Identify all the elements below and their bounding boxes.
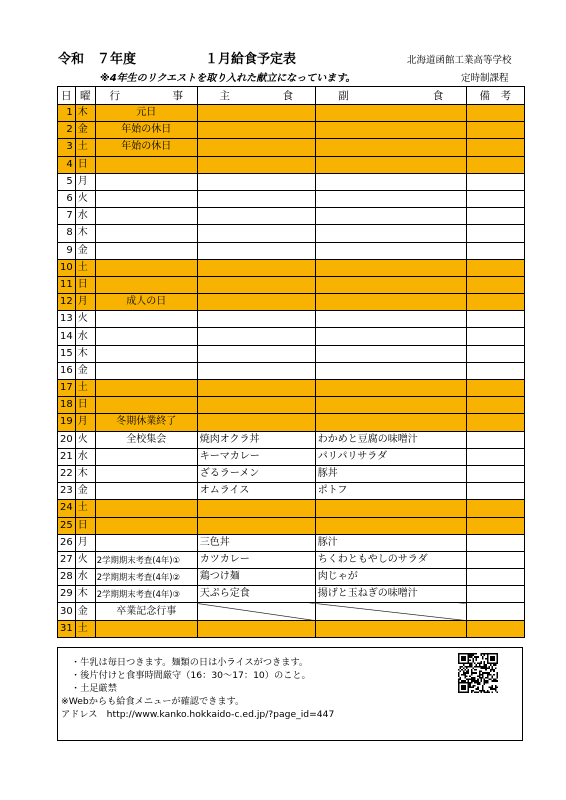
table-row <box>58 345 525 362</box>
note-cell <box>466 362 524 379</box>
note-cell <box>466 551 524 568</box>
staple-cell <box>197 620 315 637</box>
note-cell <box>466 534 524 551</box>
weekday-cell: 水 <box>75 208 95 225</box>
note-cell <box>466 620 524 637</box>
side-cell: 豚汁 <box>315 534 466 551</box>
title-era: 令和 ７年度 <box>58 52 137 67</box>
weekday-cell: 木 <box>75 225 95 242</box>
weekday-cell: 火 <box>75 431 95 448</box>
subtitle-note: ※4年生のリクエストを取り入れた献立になっています。 <box>100 73 356 84</box>
weekday-cell: 土 <box>75 380 95 397</box>
side-cell: 豚丼 <box>315 465 466 482</box>
note-cell <box>466 311 524 328</box>
note-cell <box>466 122 524 139</box>
event-cell <box>95 500 197 517</box>
staple-cell <box>197 345 315 362</box>
side-cell: ポトフ <box>315 483 466 500</box>
staple-cell <box>197 311 315 328</box>
table-row <box>58 500 525 517</box>
header-day: 日 <box>58 87 76 105</box>
event-cell <box>95 190 197 207</box>
staple-cell <box>197 190 315 207</box>
event-cell <box>95 345 197 362</box>
day-cell: 13 <box>58 311 76 328</box>
side-cell <box>315 225 466 242</box>
table-row <box>58 397 525 414</box>
staple-cell <box>197 362 315 379</box>
table-row <box>58 603 525 620</box>
side-cell <box>315 208 466 225</box>
table-row <box>58 105 525 122</box>
staple-cell <box>197 122 315 139</box>
event-cell <box>95 448 197 465</box>
day-cell: 19 <box>58 414 76 431</box>
note-cell <box>466 190 524 207</box>
side-cell <box>315 397 466 414</box>
side-cell <box>315 362 466 379</box>
weekday-cell: 月 <box>75 534 95 551</box>
weekday-cell: 水 <box>75 448 95 465</box>
table-row <box>58 414 525 431</box>
qr-code-icon[interactable] <box>458 653 498 693</box>
note-cell <box>466 105 524 122</box>
header-side: 副 食 <box>315 87 466 105</box>
event-cell <box>95 397 197 414</box>
note-cell <box>466 500 524 517</box>
weekday-cell: 水 <box>75 569 95 586</box>
side-cell: ちくわともやしのサラダ <box>315 551 466 568</box>
staple-cell <box>197 105 315 122</box>
side-cell <box>315 345 466 362</box>
table-row <box>58 242 525 259</box>
event-cell <box>95 276 197 293</box>
event-cell <box>95 534 197 551</box>
note-cell <box>466 139 524 156</box>
day-cell: 22 <box>58 465 76 482</box>
staple-cell: 三色丼 <box>197 534 315 551</box>
table-row <box>58 328 525 345</box>
table-row <box>58 483 525 500</box>
menu-table <box>57 86 525 638</box>
day-cell: 29 <box>58 586 76 603</box>
note-cell <box>466 225 524 242</box>
weekday-cell: 日 <box>75 397 95 414</box>
weekday-cell: 月 <box>75 173 95 190</box>
side-cell <box>315 380 466 397</box>
weekday-cell: 木 <box>75 345 95 362</box>
note-cell <box>466 208 524 225</box>
day-cell: 18 <box>58 397 76 414</box>
table-row <box>58 139 525 156</box>
weekday-cell: 金 <box>75 122 95 139</box>
staple-cell <box>197 294 315 311</box>
weekday-cell: 土 <box>75 620 95 637</box>
weekday-cell: 土 <box>75 139 95 156</box>
table-row <box>58 465 525 482</box>
staple-cell <box>197 328 315 345</box>
side-cell <box>315 276 466 293</box>
staple-cell <box>197 276 315 293</box>
staple-cell <box>197 225 315 242</box>
side-cell <box>315 603 466 620</box>
event-cell <box>95 380 197 397</box>
table-row <box>58 362 525 379</box>
table-row <box>58 448 525 465</box>
weekday-cell: 木 <box>75 465 95 482</box>
side-cell <box>315 259 466 276</box>
side-cell <box>315 156 466 173</box>
staple-cell: カツカレー <box>197 551 315 568</box>
side-cell: 揚げと玉ねぎの味噌汁 <box>315 586 466 603</box>
note-line-time: ・後片付けと食事時間厳守（16：30～17：10）のこと。 <box>71 670 311 681</box>
day-cell: 27 <box>58 551 76 568</box>
day-cell: 4 <box>58 156 76 173</box>
side-cell <box>315 500 466 517</box>
note-cell <box>466 448 524 465</box>
day-cell: 20 <box>58 431 76 448</box>
day-cell: 16 <box>58 362 76 379</box>
day-cell: 21 <box>58 448 76 465</box>
table-row <box>58 431 525 448</box>
day-cell: 26 <box>58 534 76 551</box>
day-cell: 24 <box>58 500 76 517</box>
event-cell: 冬期休業終了 <box>95 414 197 431</box>
day-cell: 11 <box>58 276 76 293</box>
table-row <box>58 551 525 568</box>
notes-list <box>61 656 334 721</box>
event-cell <box>95 465 197 482</box>
note-line-shoes: ・土足厳禁 <box>71 683 117 694</box>
table-row <box>58 517 525 534</box>
side-cell <box>315 242 466 259</box>
event-cell <box>95 362 197 379</box>
table-row <box>58 294 525 311</box>
side-cell <box>315 190 466 207</box>
weekday-cell: 土 <box>75 500 95 517</box>
web-note: ※Webからも給食メニューが確認できます。 <box>61 696 245 707</box>
side-cell <box>315 620 466 637</box>
address-line[interactable]: アドレス http://www.kanko.hokkaido-c.ed.jp/?page_id=447 <box>61 709 335 720</box>
day-cell: 23 <box>58 483 76 500</box>
weekday-cell: 金 <box>75 483 95 500</box>
staple-cell: 鶏つけ麺 <box>197 569 315 586</box>
event-cell: 2学期期末考査(4年)① <box>95 551 197 568</box>
note-cell <box>466 259 524 276</box>
table-row <box>58 534 525 551</box>
table-row <box>58 156 525 173</box>
page-title: １月給食予定表 <box>205 52 297 67</box>
event-cell <box>95 328 197 345</box>
event-cell <box>95 620 197 637</box>
event-cell <box>95 225 197 242</box>
staple-cell <box>197 208 315 225</box>
note-cell <box>466 603 524 620</box>
staple-cell: ざるラーメン <box>197 465 315 482</box>
day-cell: 9 <box>58 242 76 259</box>
weekday-cell: 火 <box>75 551 95 568</box>
staple-cell <box>197 603 315 620</box>
side-cell <box>315 517 466 534</box>
day-cell: 7 <box>58 208 76 225</box>
weekday-cell: 日 <box>75 276 95 293</box>
note-cell <box>466 328 524 345</box>
note-cell <box>466 414 524 431</box>
day-cell: 15 <box>58 345 76 362</box>
header-staple: 主 食 <box>197 87 315 105</box>
event-cell <box>95 156 197 173</box>
table-row <box>58 569 525 586</box>
day-cell: 17 <box>58 380 76 397</box>
weekday-cell: 火 <box>75 190 95 207</box>
header-weekday: 曜 <box>75 87 95 105</box>
weekday-cell: 金 <box>75 242 95 259</box>
day-cell: 25 <box>58 517 76 534</box>
staple-cell: 天ぷら定食 <box>197 586 315 603</box>
side-cell <box>315 122 466 139</box>
staple-cell: キーマカレー <box>197 448 315 465</box>
note-cell <box>466 517 524 534</box>
note-cell <box>466 242 524 259</box>
school-name: 北海道函館工業高等学校 <box>407 55 512 66</box>
event-cell <box>95 483 197 500</box>
note-cell <box>466 586 524 603</box>
event-cell <box>95 311 197 328</box>
event-cell <box>95 173 197 190</box>
staple-cell <box>197 139 315 156</box>
table-row <box>58 620 525 637</box>
side-cell <box>315 311 466 328</box>
side-cell <box>315 294 466 311</box>
staple-cell <box>197 173 315 190</box>
day-cell: 1 <box>58 105 76 122</box>
table-row <box>58 380 525 397</box>
side-cell <box>315 139 466 156</box>
staple-cell <box>197 414 315 431</box>
note-cell <box>466 569 524 586</box>
table-row <box>58 259 525 276</box>
note-cell <box>466 483 524 500</box>
event-cell: 成人の日 <box>95 294 197 311</box>
note-cell <box>466 345 524 362</box>
weekday-cell: 金 <box>75 603 95 620</box>
day-cell: 2 <box>58 122 76 139</box>
course-name: 定時制課程 <box>461 73 509 84</box>
day-cell: 10 <box>58 259 76 276</box>
table-row <box>58 225 525 242</box>
header-event: 行 事 <box>95 87 197 105</box>
weekday-cell: 木 <box>75 586 95 603</box>
weekday-cell: 日 <box>75 156 95 173</box>
table-row <box>58 311 525 328</box>
event-cell: 年始の休日 <box>95 122 197 139</box>
event-cell: 全校集会 <box>95 431 197 448</box>
day-cell: 12 <box>58 294 76 311</box>
event-cell: 2学期期末考査(4年)③ <box>95 586 197 603</box>
footer-notes-box <box>57 647 523 741</box>
table-row <box>58 122 525 139</box>
table-row <box>58 586 525 603</box>
weekday-cell: 木 <box>75 105 95 122</box>
event-cell: 卒業記念行事 <box>95 603 197 620</box>
weekday-cell: 月 <box>75 294 95 311</box>
event-cell: 元日 <box>95 105 197 122</box>
event-cell: 年始の休日 <box>95 139 197 156</box>
side-cell <box>315 105 466 122</box>
side-cell: 肉じゃが <box>315 569 466 586</box>
day-cell: 14 <box>58 328 76 345</box>
day-cell: 6 <box>58 190 76 207</box>
staple-cell <box>197 156 315 173</box>
event-cell <box>95 242 197 259</box>
day-cell: 3 <box>58 139 76 156</box>
staple-cell <box>197 242 315 259</box>
day-cell: 8 <box>58 225 76 242</box>
table-row <box>58 208 525 225</box>
day-cell: 31 <box>58 620 76 637</box>
staple-cell: オムライス <box>197 483 315 500</box>
side-cell <box>315 414 466 431</box>
table-row <box>58 190 525 207</box>
header-note: 備 考 <box>466 87 524 105</box>
note-cell <box>466 294 524 311</box>
event-cell <box>95 259 197 276</box>
weekday-cell: 土 <box>75 259 95 276</box>
table-header-row <box>58 87 525 105</box>
event-cell: 2学期期末考査(4年)② <box>95 569 197 586</box>
note-line-milk: ・牛乳は毎日つきます。麺類の日は小ライスがつきます。 <box>71 657 309 668</box>
staple-cell <box>197 517 315 534</box>
weekday-cell: 月 <box>75 414 95 431</box>
note-cell <box>466 276 524 293</box>
day-cell: 30 <box>58 603 76 620</box>
note-cell <box>466 173 524 190</box>
side-cell: わかめと豆腐の味噌汁 <box>315 431 466 448</box>
note-cell <box>466 465 524 482</box>
weekday-cell: 水 <box>75 328 95 345</box>
staple-cell <box>197 397 315 414</box>
side-cell <box>315 173 466 190</box>
day-cell: 28 <box>58 569 76 586</box>
weekday-cell: 日 <box>75 517 95 534</box>
table-row <box>58 276 525 293</box>
staple-cell <box>197 380 315 397</box>
staple-cell: 焼肉オクラ丼 <box>197 431 315 448</box>
side-cell <box>315 328 466 345</box>
event-cell <box>95 517 197 534</box>
weekday-cell: 金 <box>75 362 95 379</box>
event-cell <box>95 208 197 225</box>
note-cell <box>466 156 524 173</box>
staple-cell <box>197 259 315 276</box>
note-cell <box>466 380 524 397</box>
weekday-cell: 火 <box>75 311 95 328</box>
day-cell: 5 <box>58 173 76 190</box>
table-row <box>58 173 525 190</box>
note-cell <box>466 397 524 414</box>
note-cell <box>466 431 524 448</box>
staple-cell <box>197 500 315 517</box>
side-cell: パリパリサラダ <box>315 448 466 465</box>
